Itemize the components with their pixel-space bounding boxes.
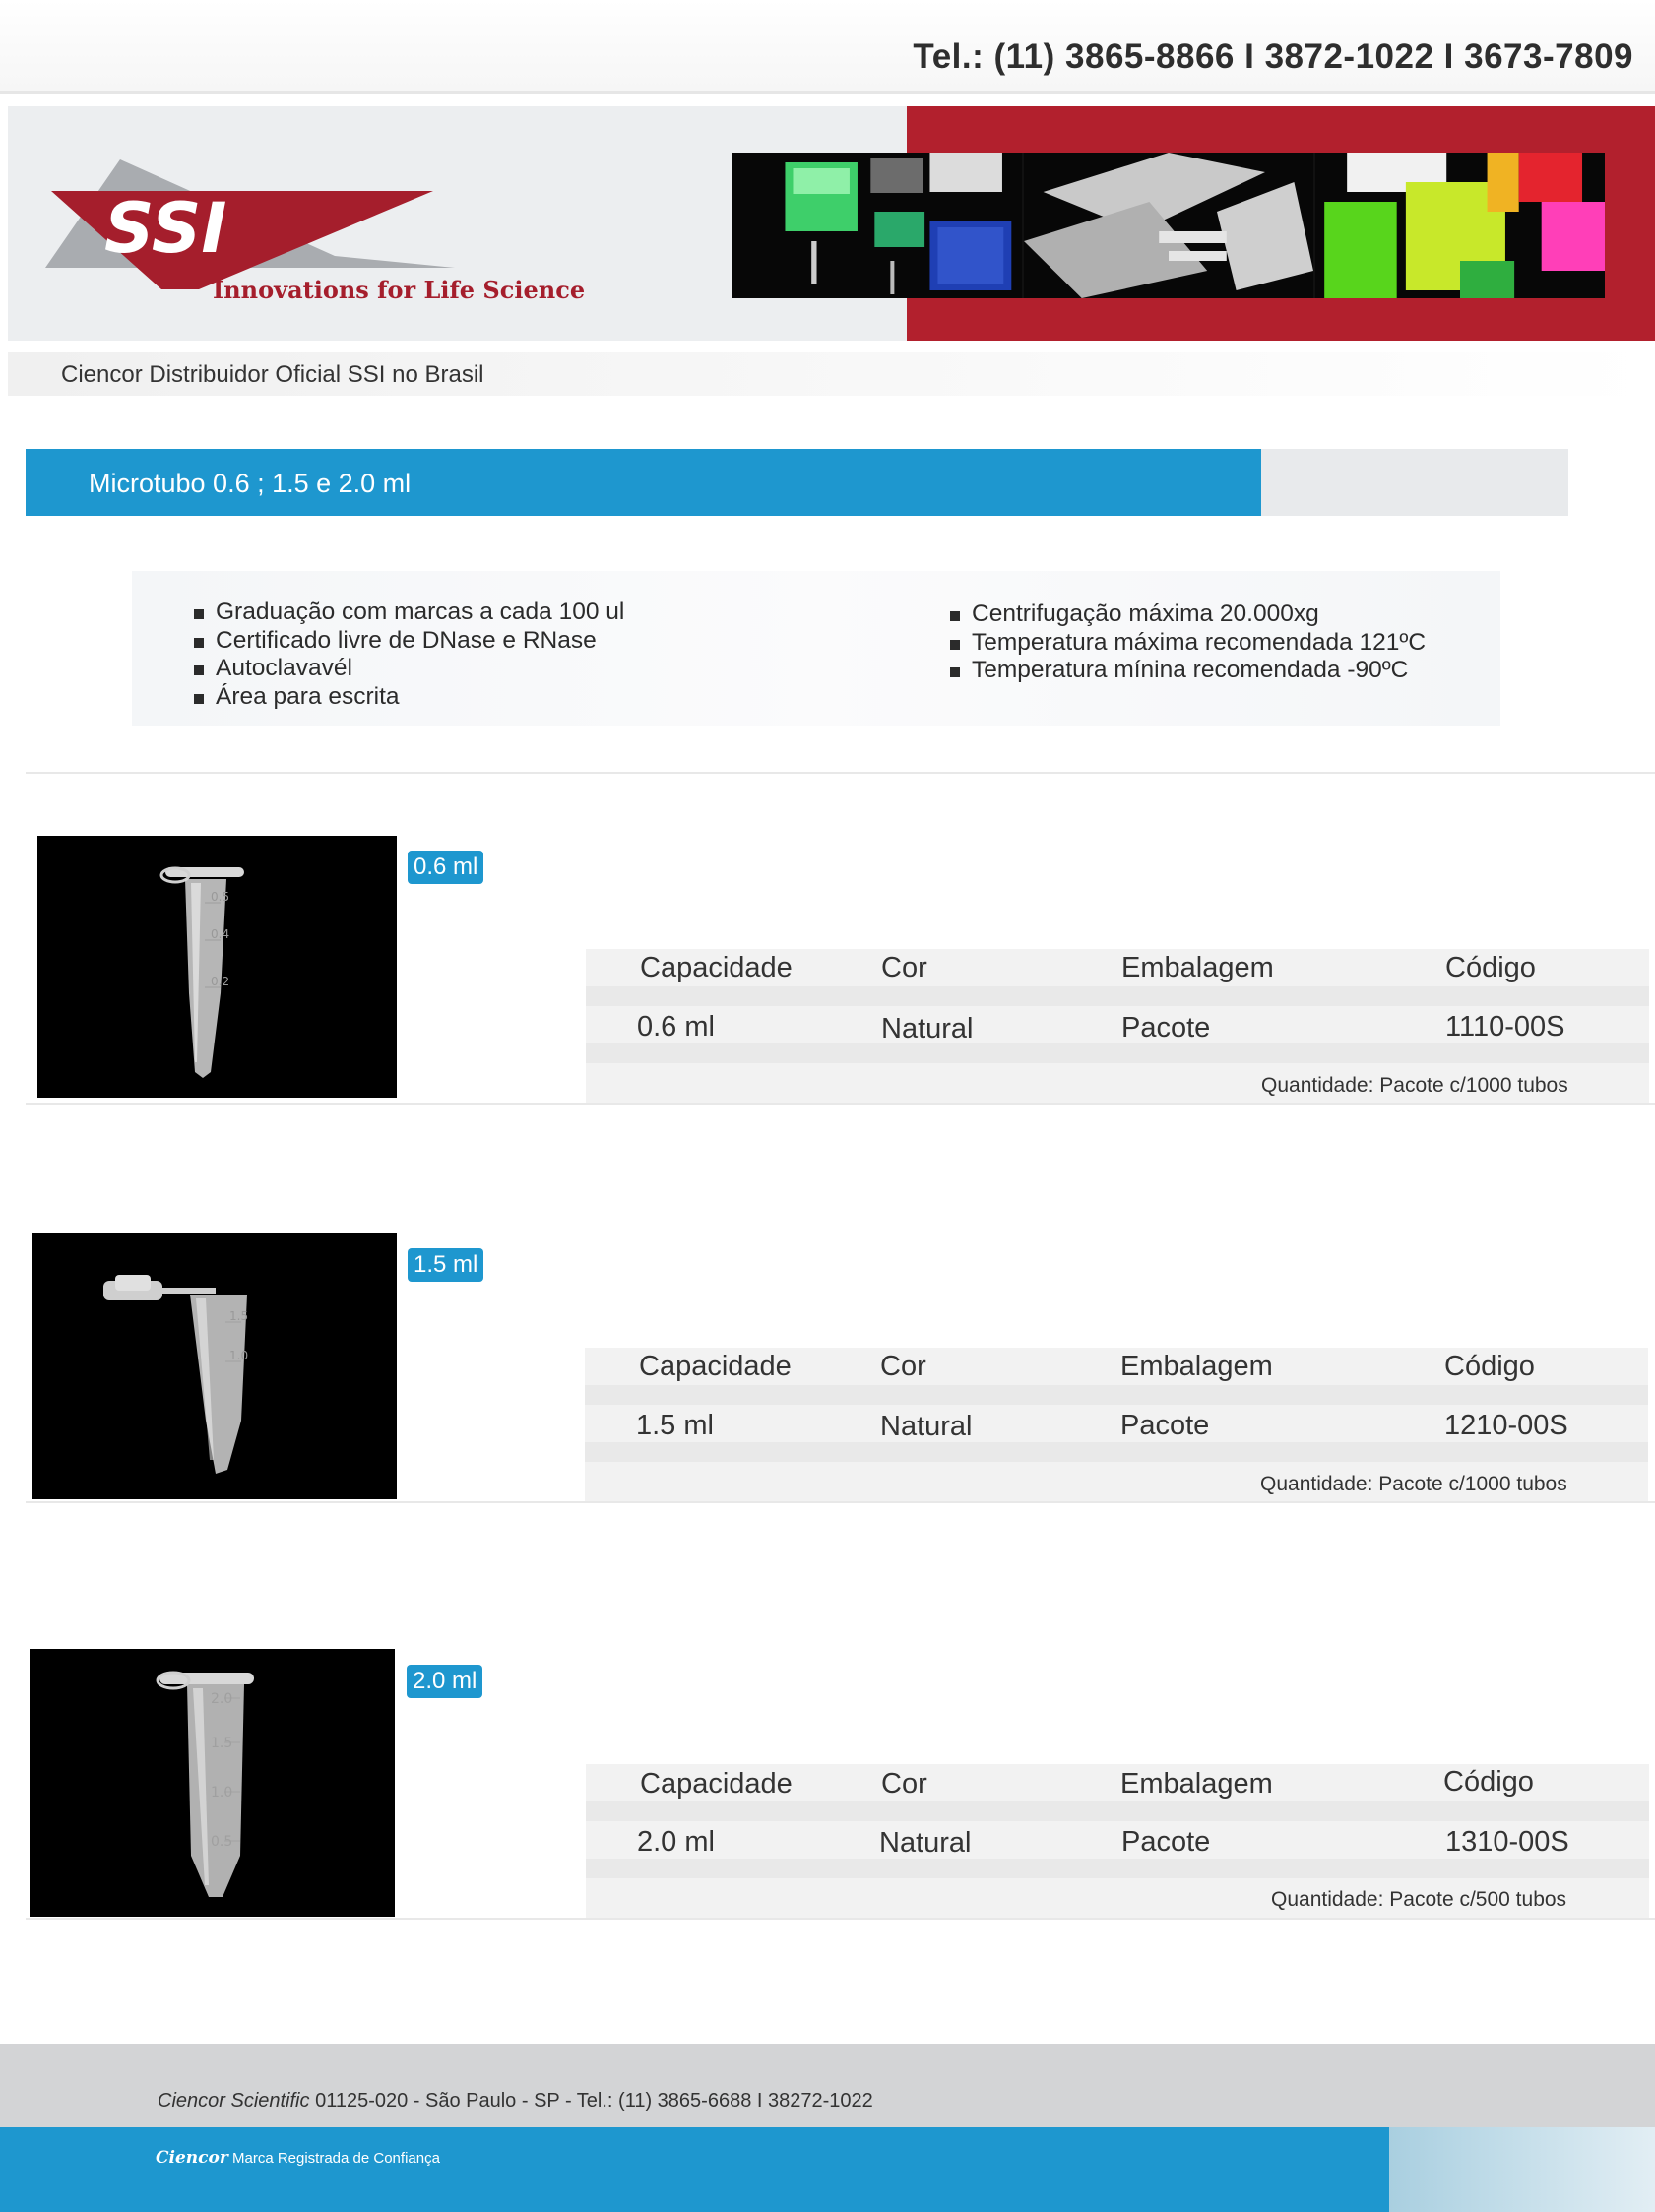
quantity-note: Quantidade: Pacote c/1000 tubos <box>1260 1473 1567 1495</box>
table-spacer <box>585 1442 1648 1462</box>
size-badge: 1.5 ml <box>408 1248 483 1282</box>
table-spacer <box>586 1043 1649 1063</box>
footer-blue-bar <box>0 2127 1389 2212</box>
cell-code: 1310-00S <box>1445 1826 1569 1858</box>
feature-item: Temperatura mínina recomendada -90ºC <box>950 657 1426 685</box>
cell-color: Natural <box>881 1013 974 1044</box>
cell-code: 1110-00S <box>1445 1011 1565 1043</box>
col-code-header: Código <box>1445 952 1536 983</box>
footer-company: Ciencor Scientific <box>158 2090 310 2112</box>
logo-tagline: Innovations for Life Science <box>213 276 586 304</box>
col-color-header: Cor <box>881 1768 927 1800</box>
phone-numbers: Tel.: (11) 3865-8866 I 3872-1022 I 3673-7809 <box>913 37 1633 76</box>
feature-item: Autoclavavél <box>194 655 624 683</box>
feature-item: Área para escrita <box>194 683 624 712</box>
product-photo-strip <box>732 153 1605 298</box>
logo-text: SSI <box>104 188 227 269</box>
graduation-label: 1.0 <box>211 1785 233 1801</box>
footer-gray-bar <box>0 2044 1655 2127</box>
quantity-note: Quantidade: Pacote c/1000 tubos <box>1261 1074 1568 1097</box>
col-code-header: Código <box>1444 1351 1535 1382</box>
tube-image-0.6 <box>37 836 397 1098</box>
cell-packaging: Pacote <box>1121 1012 1211 1043</box>
graduation-label: 1.5 <box>229 1309 249 1323</box>
table-spacer <box>586 1859 1649 1878</box>
divider <box>26 1501 1655 1503</box>
col-packaging-header: Embalagem <box>1121 952 1274 983</box>
table-spacer <box>586 986 1649 1006</box>
feature-item: Graduação com marcas a cada 100 ul <box>194 599 624 627</box>
table-spacer <box>585 1385 1648 1405</box>
tube-image-2.0 <box>30 1649 395 1917</box>
footer-address-text: 01125-020 - São Paulo - SP - Tel.: (11) 3865-6688 I 38272-1022 <box>309 2090 873 2112</box>
cell-color: Natural <box>880 1411 973 1442</box>
product-table-1.5 <box>585 1348 1648 1501</box>
col-capacity-header: Capacidade <box>639 1351 792 1382</box>
footer-light-block <box>1389 2127 1655 2212</box>
divider <box>26 1103 1655 1105</box>
col-capacity-header: Capacidade <box>640 952 793 983</box>
page-title: Microtubo 0.6 ; 1.5 e 2.0 ml <box>89 469 412 498</box>
graduation-label: 0.5 <box>211 1834 233 1850</box>
col-packaging-header: Embalagem <box>1120 1768 1273 1800</box>
cell-code: 1210-00S <box>1444 1410 1568 1441</box>
footer-brand <box>156 2148 440 2168</box>
features-right <box>950 600 1426 685</box>
feature-item: Centrifugação máxima 20.000xg <box>950 600 1426 629</box>
graduation-label: 1.0 <box>229 1349 249 1362</box>
quantity-note: Quantidade: Pacote c/500 tubos <box>1271 1888 1567 1911</box>
table-spacer <box>586 1801 1649 1821</box>
feature-item: Temperatura máxima recomendada 121ºC <box>950 629 1426 658</box>
features-left <box>194 599 624 711</box>
footer-brand-tagline: Marca Registrada de Confiança <box>227 2150 440 2167</box>
cell-capacity: 2.0 ml <box>637 1826 715 1858</box>
size-badge: 0.6 ml <box>408 851 483 884</box>
cell-packaging: Pacote <box>1121 1826 1211 1858</box>
cell-capacity: 0.6 ml <box>637 1011 715 1043</box>
divider <box>26 772 1655 774</box>
graduation-label: 1.5 <box>211 1736 233 1751</box>
footer-brand-name: Ciencor <box>156 2148 228 2168</box>
footer-address <box>158 2090 873 2113</box>
graduation-label: 0.5 <box>211 890 230 904</box>
ssi-logo <box>39 148 473 295</box>
product-table-0.6 <box>586 949 1649 1103</box>
cell-capacity: 1.5 ml <box>636 1410 714 1441</box>
graduation-label: 0.4 <box>211 927 230 941</box>
photo-tip-boxes <box>732 153 1024 298</box>
photo-pcr-plates <box>1024 153 1315 298</box>
graduation-label: 2.0 <box>211 1691 233 1707</box>
col-capacity-header: Capacidade <box>640 1768 793 1800</box>
cell-color: Natural <box>879 1827 972 1859</box>
graduation-label: 0.2 <box>211 975 230 988</box>
size-badge: 2.0 ml <box>407 1665 482 1698</box>
distributor-text: Ciencor Distribuidor Oficial SSI no Brasil <box>61 361 484 388</box>
tube-image-1.5 <box>32 1233 397 1499</box>
col-color-header: Cor <box>880 1351 926 1382</box>
feature-item: Certificado livre de DNase e RNase <box>194 627 624 656</box>
divider <box>26 1918 1655 1920</box>
cell-packaging: Pacote <box>1120 1410 1210 1441</box>
col-code-header: Código <box>1443 1766 1534 1798</box>
col-color-header: Cor <box>881 952 927 983</box>
col-packaging-header: Embalagem <box>1120 1351 1273 1382</box>
product-table-2.0 <box>586 1764 1649 1918</box>
photo-racks <box>1315 153 1605 298</box>
